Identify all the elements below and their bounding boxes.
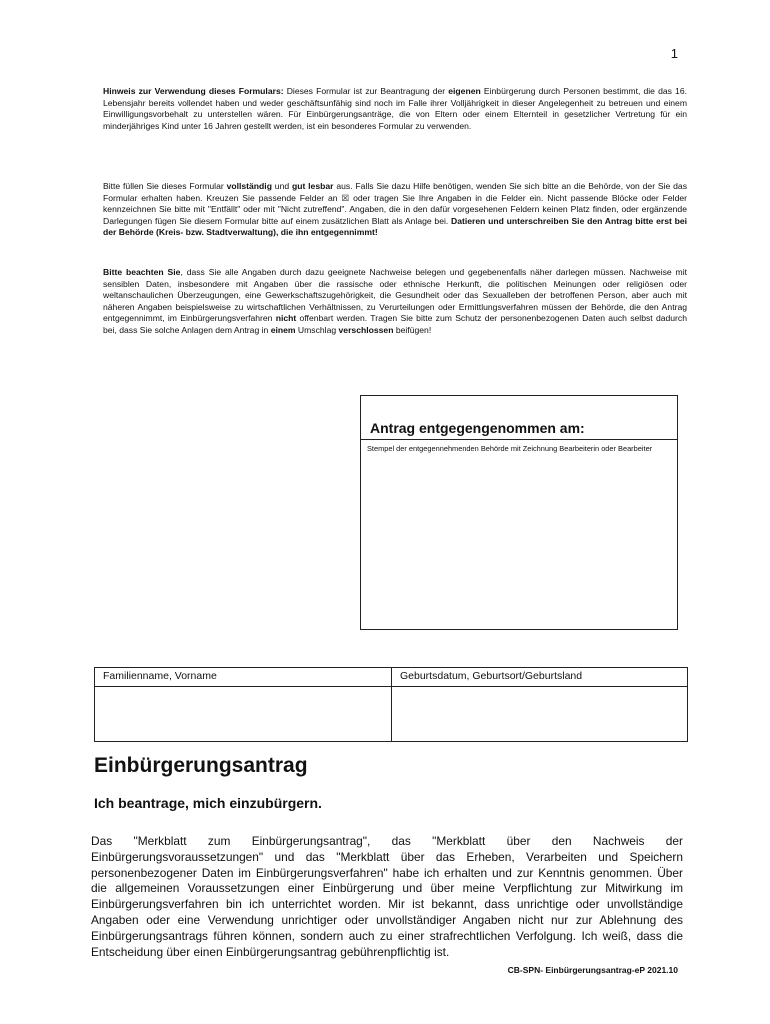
usage-notice-text-2: Einbürgerung durch Personen bestimmt, die das 16. Lebensjahr bereits vollendet haben und weder geschäftsunfähig sind noch im Falle ihrer Volljährigkeit in dieser Angelegenheit zu betreuen und einem Einwilligungsvorbehalt zu unterstellen wären. Für Einbürgerungsanträge, die von Eltern oder einem Elternteil in gesetzlicher Vertretung für ein minderjähriges Kind unter 16 Jahren gestellt werden, ist ein besonderes Formular zu verwenden. xyxy=(103,86,687,131)
privacy-notice-emphasis-one: einem xyxy=(270,324,296,335)
form-subtitle: Ich beantrage, mich einzubürgern. xyxy=(94,795,322,811)
instructions-emphasis-complete: vollständig xyxy=(226,181,272,191)
receipt-stamp-box xyxy=(360,395,678,630)
birth-data-field[interactable] xyxy=(392,687,688,742)
birth-data-field-label: Geburtsdatum, Geburtsort/Geburtsland xyxy=(392,668,688,687)
privacy-notice-text-2: offenbart werden. Tragen Sie bitte zum Schutz der personenbezogenen Daten auch selbst dadurch bei, dass Sie solche Anlagen dem Antrag in xyxy=(103,313,687,335)
usage-notice-text: Dieses Formular ist zur Beantragung der xyxy=(283,86,449,96)
instructions-text-3: aus. Falls Sie dazu Hilfe benötigen, wenden Sie sich bitte an die Behörde, von der Sie das Formular erhalten haben. Kreuzen Sie passende Felder an ☒ oder tragen Sie Ihre Angaben in die Felder ein. Nicht passende Blöcke oder Felder kennzeichnen Sie bitte mit "Entfällt" oder mit "Nicht zutreffend". Angaben, die in den dafür vorgesehenen Feldern keinen Platz finden, oder ergänzende Darlegungen fügen Sie diesem Formular bitte auf einem zusätzlichen Blatt als Anlage bei. xyxy=(103,181,688,226)
instructions-text: Bitte füllen Sie dieses Formular xyxy=(103,181,227,191)
privacy-notice-text-3: Umschlag xyxy=(295,324,339,335)
privacy-notice-emphasis-not: nicht xyxy=(275,313,297,324)
page-number: 1 xyxy=(670,46,678,61)
usage-notice-heading: Hinweis zur Verwendung dieses Formulars: xyxy=(103,86,284,96)
name-field-label: Familienname, Vorname xyxy=(95,668,392,687)
instructions-text-2: und xyxy=(271,181,292,191)
privacy-notice-heading: Bitte beachten Sie xyxy=(103,267,181,277)
form-footer-code: CB-SPN- Einbürgerungsantrag-eP 2021.10 xyxy=(507,965,678,975)
declaration-text: Das "Merkblatt zum Einbürgerungsantrag", das "Merkblatt über den Nachweis der Einbürgerungsvoraussetzungen" und das "Merkblatt über das Erheben, Verarbeiten und Speichern personenbezogener Daten im Einbürgerungsverfahren" habe ich erhalten und zur Kenntnis genommen. Über die allgemeinen Voraussetzungen einer Einbürgerung und über meine Verpflichtung zur Mitwirkung im Einbürgerungsverfahren bin ich unterrichtet worden. Mir ist bekannt, dass unrichtige oder unvollständige Angaben oder eine Verwendung unrichtiger oder unvollständiger Angaben nicht nur zur Ablehnung des Einbürgerungsantrags führen können, sondern auch zu einer strafrechtlichen Verfolgung. Ich weiß, dass die Entscheidung über einen Einbürgerungsantrag gebührenpflichtig ist. xyxy=(91,834,683,959)
privacy-notice xyxy=(103,267,687,337)
receipt-stamp-note: Stempel der entgegennehmenden Behörde mit Zeichnung Bearbeiterin oder Bearbeiter xyxy=(367,444,653,453)
name-field[interactable] xyxy=(95,687,392,742)
privacy-notice-text: , dass Sie alle Angaben durch dazu geeignete Nachweise belegen und gegebenenfalls näher darlegen müssen. Nachweise mit sensiblen Daten, insbesondere mit Angaben über die rassische oder ethnische Herkunft, die politischen Meinungen oder religiösen oder weltanschaulichen Überzeugungen, eine Gewerkschaftszugehörigkeit, die Gesundheit oder das Sexualleben der betroffenen Person, aber auch mit näheren Angaben beispielsweise zu wirtschaftlichen Verhältnissen, zu Verurteilungen oder Ermittlungsverfahren müssen der Behörde, die den Antrag entgegennimmt, im Einbürgerungsverfahren xyxy=(103,267,688,324)
form-title: Einbürgerungsantrag xyxy=(94,754,308,777)
privacy-notice-text-4: beifügen! xyxy=(393,324,432,335)
privacy-notice-emphasis-sealed: verschlossen xyxy=(338,324,394,335)
filling-instructions xyxy=(103,181,687,239)
applicant-identity-table xyxy=(94,667,688,742)
usage-notice xyxy=(103,86,687,132)
receipt-stamp-title: Antrag entgegengenommen am: xyxy=(361,396,677,440)
instructions-emphasis-legible: gut lesbar xyxy=(291,181,334,191)
usage-notice-emphasis: eigenen xyxy=(448,86,481,96)
instructions-sign-notice: Datieren und unterschreiben Sie den Antrag bitte erst bei der Behörde (Kreis- bzw. Stadtverwaltung), die ihn entgegennimmt! xyxy=(103,215,687,238)
